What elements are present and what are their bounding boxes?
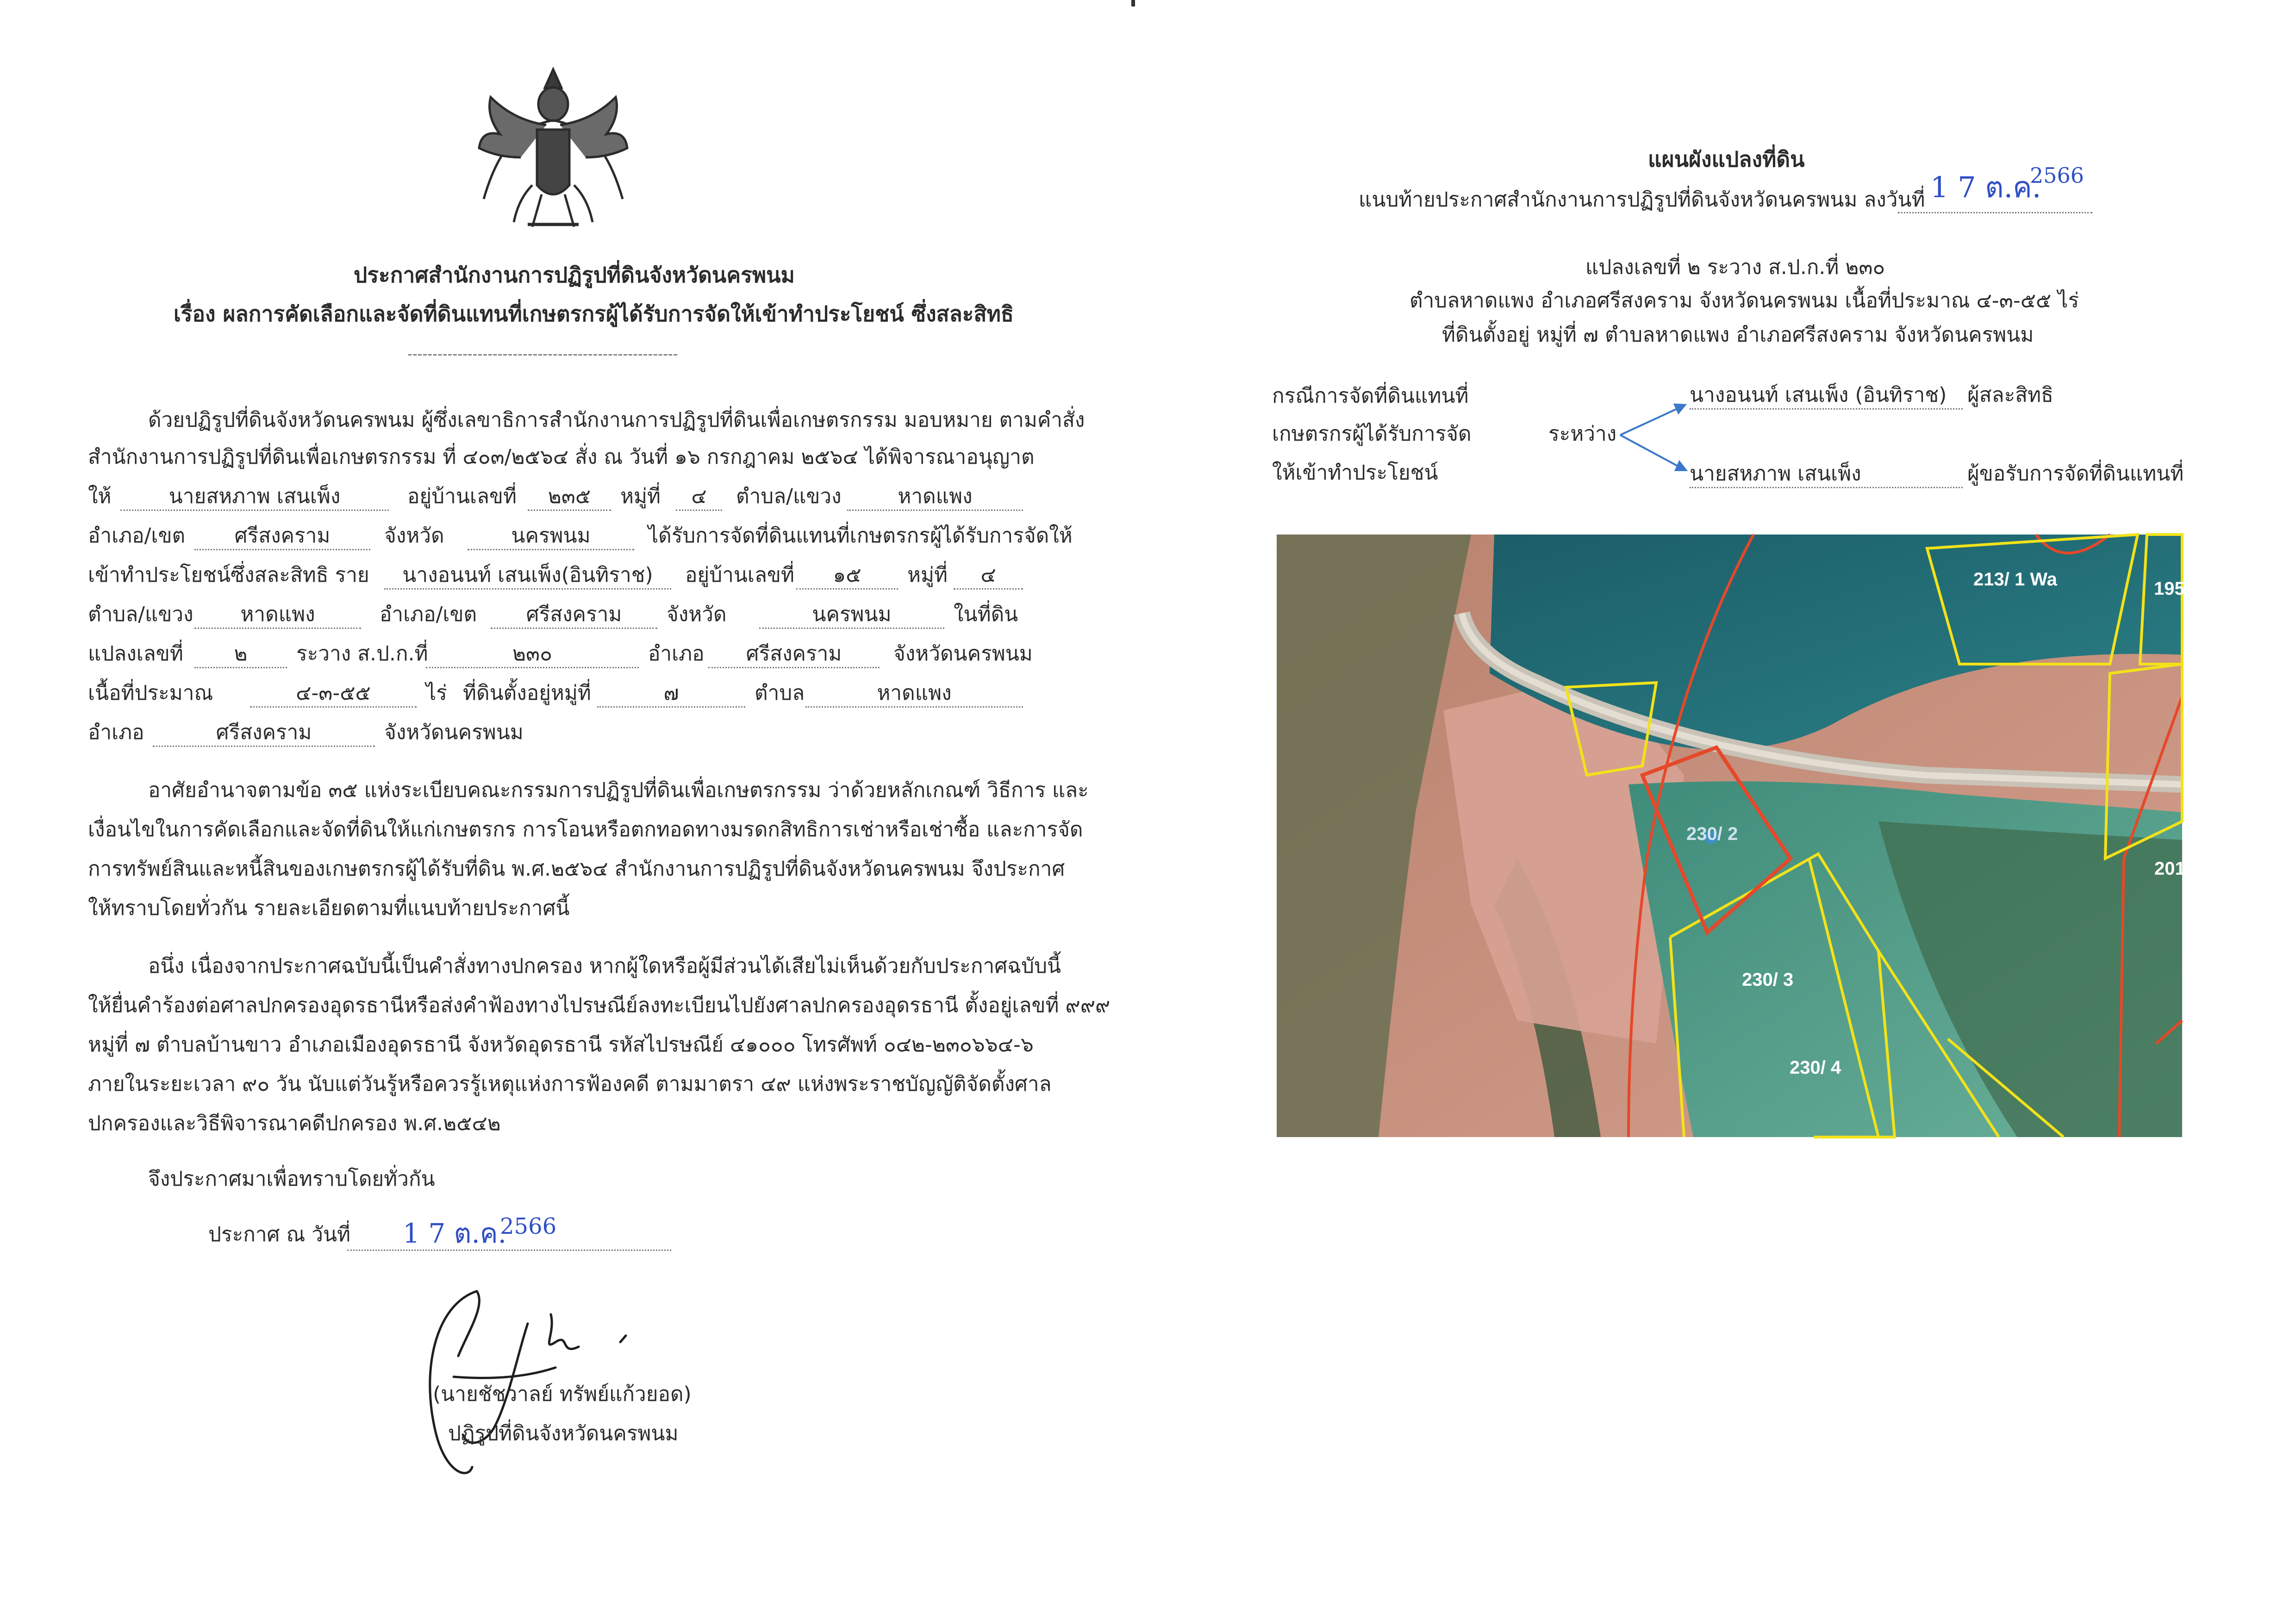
left-title-2: เรื่อง ผลการคัดเลือกและจัดที่ดินแทนที่เกษตรกรผู้ได้รับการจัดให้เข้าทำประโยชน์ ซึ่งสละสิทธิ (174, 301, 1014, 326)
plot-label-195: 195 (2154, 578, 2185, 599)
p1-l7-label-4: จังหวัดนครพนม (893, 642, 1033, 665)
p1-l8-label-1: เนื้อที่ประมาณ (88, 681, 213, 705)
waiver-moo-field: ๔ (954, 562, 1023, 590)
map-date-dotted-line (1898, 212, 2092, 213)
p1-l8-label-4: ตำบล (755, 681, 805, 705)
p1-l3-label-2: อยู่บ้านเลขที่ (407, 485, 517, 508)
p1-l9-label-1: อำเภอ (88, 721, 144, 744)
announce-date-year: 2566 (500, 1213, 557, 1239)
plot-label-230-3: 230/ 3 (1742, 970, 1794, 990)
between-label: ระหว่าง (1548, 422, 1617, 446)
signer-name: (นายชัชวาลย์ ทรัพย์แก้วยอด) (433, 1382, 692, 1406)
party-1-name: นางอนนท์ เสนเพ็ง (อินทิราช) (1690, 382, 1963, 410)
applicant-tambon-field: หาดแพง (847, 484, 1023, 511)
plot-amphoe-field: ศรีสงคราม (708, 641, 880, 668)
announce-line: จึงประกาศมาเพื่อทราบโดยทั่วกัน (148, 1167, 435, 1191)
map-line-2: ตำบลหาดแพง อำเภอศรีสงคราม จังหวัดนครพนม เนื้อที่ประมาณ ๔-๓-๕๕ ไร่ (1410, 289, 2079, 312)
p1-l8-label-3: ที่ดินตั้งอยู่หมู่ที่ (463, 681, 591, 705)
p1-l3-label-4: ตำบล/แขวง (736, 485, 842, 508)
p3-line-5: ปกครองและวิธีพิจารณาคดีปกครอง พ.ศ.๒๕๔๒ (88, 1112, 501, 1135)
case-line-3: ให้เข้าทำประโยชน์ (1272, 461, 1438, 485)
title-divider: ------------------------------------------------------ (407, 346, 678, 362)
p2-line-3: การทรัพย์สินและหนี้สินของเกษตรกรผู้ได้รับที่ดิน พ.ศ.๒๕๖๔ สำนักงานการปฏิรูปที่ดินจังหวัดนครพนม จึงประกาศ (88, 857, 1065, 881)
p3-line-3: หมู่ที่ ๗ ตำบลบ้านขาว อำเภอเมืองอุดรธานี จังหวัดอุดรธานี รหัสไปรษณีย์ ๔๑๐๐๐ โทรศัพท์ ๐๔๒-๒๓๐๖๖๔-๖ (88, 1033, 1034, 1057)
p1-l6-label-4: ในที่ดิน (954, 603, 1018, 626)
waiver-amphoe-field: ศรีสงคราม (491, 602, 657, 629)
p2-line-2: เงื่อนไขในการคัดเลือกและจัดที่ดินให้แก่เกษตรกร การโอนหรือตกทอดทางมรดกสิทธิการเช่าหรือเช่าซื้อ และการจัด (88, 818, 1083, 841)
land-moo-field: ๗ (597, 680, 745, 708)
land-tambon-field: หาดแพง (805, 680, 1023, 708)
applicant-province-field: นครพนม (468, 523, 634, 550)
plot-label-213-1: 213/ 1 Wa (1973, 569, 2057, 590)
waiver-tambon-field: หาดแพง (194, 602, 361, 629)
sheet-number-field: ๒๓๐ (426, 641, 639, 668)
p1-l7-label-1: แปลงเลขที่ (88, 642, 183, 665)
p1-l6-label-1: ตำบล/แขวง (88, 603, 193, 626)
party-2-role: ผู้ขอรับการจัดที่ดินแทนที่ (1967, 462, 2184, 485)
announce-date-handwritten: 1 7 ต.ค. (403, 1218, 507, 1249)
map-subtitle: แนบท้ายประกาศสำนักงานการปฏิรูปที่ดินจังหวัดนครพนม ลงวันที่ (1359, 188, 1925, 211)
party-1-role: ผู้สละสิทธิ (1967, 383, 2053, 407)
plot-label-201: 201 (2154, 858, 2185, 879)
applicant-amphoe-field: ศรีสงคราม (194, 523, 370, 550)
p1-l3-label-3: หมู่ที่ (620, 485, 661, 508)
map-date-handwritten: 1 7 ต.ค. (1930, 170, 2041, 204)
case-line-2: เกษตรกรผู้ได้รับการจัด (1272, 422, 1472, 446)
p1-l6-label-3: จังหวัด (667, 603, 727, 626)
left-title-1: ประกาศสำนักงานการปฏิรูปที่ดินจังหวัดนครพนม (354, 262, 795, 287)
garuda-emblem (477, 60, 630, 236)
p1-l3-label-1: ให้ (88, 485, 112, 508)
map-line-3: ที่ดินตั้งอยู่ หมู่ที่ ๗ ตำบลหาดแพง อำเภอศรีสงคราม จังหวัดนครพนม (1442, 323, 2034, 347)
plot-number-field: ๒ (194, 641, 287, 668)
p1-line-2: สำนักงานการปฏิรูปที่ดินเพื่อเกษตรกรรม ที่ ๔๐๓/๒๕๖๔ สั่ง ณ วันที่ ๑๖ กรกฎาคม ๒๕๖๔ ได้พิจารณาอนุญาต (88, 445, 1035, 469)
p3-line-2: ให้ยื่นคำร้องต่อศาลปกครองอุดรธานีหรือส่งคำฟ้องทางไปรษณีย์ลงทะเบียนไปยังศาลปกครองอุดรธานี ตั้งอยู่เลขที่ ๙๙๙ (88, 994, 1111, 1017)
p1-l5-label-1: เข้าทำประโยชน์ซึ่งสละสิทธิ ราย (88, 563, 369, 587)
p1-line-1: ด้วยปฏิรูปที่ดินจังหวัดนครพนม ผู้ซึ่งเลขาธิการสำนักงานการปฏิรูปที่ดินเพื่อเกษตรกรรม มอบหมาย ตามคำสั่ง (148, 408, 1085, 432)
aerial-map (1277, 535, 2185, 1137)
map-title: แผนผังแปลงที่ดิน (1648, 147, 1805, 172)
between-arrows (1616, 398, 1690, 477)
p1-l4-label-1: อำเภอ/เขต (88, 524, 186, 547)
p3-line-1: อนึ่ง เนื่องจากประกาศฉบับนี้เป็นคำสั่งทางปกครอง หากผู้ใดหรือผู้มีส่วนได้เสียไม่เห็นด้วยกับประกาศฉบับนี้ (148, 954, 1061, 978)
signer-title: ปฏิรูปที่ดินจังหวัดนครพนม (448, 1422, 679, 1445)
area-field: ๔-๓-๕๕ (250, 680, 417, 708)
date-dotted-line (347, 1250, 671, 1251)
scan-edge-mark (1131, 0, 1135, 6)
p1-l7-label-3: อำเภอ (648, 642, 705, 665)
p1-l5-label-3: หมู่ที่ (907, 563, 948, 587)
p1-l9-label-2: จังหวัดนครพนม (384, 721, 524, 744)
waiver-name-field: นางอนนท์ เสนเพ็ง(อินทิราช) (384, 562, 671, 590)
p1-l7-label-2: ระวาง ส.ป.ก.ที่ (296, 642, 428, 665)
waiver-house-no-field: ๑๕ (796, 562, 898, 590)
applicant-house-no-field: ๒๓๕ (528, 484, 611, 511)
p1-l4-label-2: จังหวัด (384, 524, 444, 547)
case-line-1: กรณีการจัดที่ดินแทนที่ (1272, 384, 1469, 408)
p3-line-4: ภายในระยะเวลา ๙๐ วัน นับแต่วันรู้หรือควรรู้เหตุแห่งการฟ้องคดี ตามมาตรา ๔๙ แห่งพระราชบัญญัติจัดตั้งศาล (88, 1072, 1052, 1096)
p1-l5-label-2: อยู่บ้านเลขที่ (685, 563, 795, 587)
map-date-year: 2566 (2030, 163, 2084, 188)
date-label: ประกาศ ณ วันที่ (208, 1223, 351, 1246)
p1-l4-text: ได้รับการจัดที่ดินแทนที่เกษตรกรผู้ได้รับการจัดให้ (648, 524, 1073, 547)
p1-l8-label-2: ไร่ (426, 681, 447, 705)
map-line-1: แปลงเลขที่ ๒ ระวาง ส.ป.ก.ที่ ๒๓๐ (1585, 255, 1885, 279)
p2-line-1: อาศัยอำนาจตามข้อ ๓๕ แห่งระเบียบคณะกรรมการปฏิรูปที่ดินเพื่อเกษตรกรรม ว่าด้วยหลักเกณฑ์ วิธีการ และ (148, 778, 1089, 802)
plot-label-230-4: 230/ 4 (1790, 1057, 1841, 1078)
party-2-name: นายสหภาพ เสนเพ็ง (1690, 461, 1963, 488)
land-amphoe-field: ศรีสงคราม (153, 720, 375, 747)
p1-l6-label-2: อำเภอ/เขต (380, 603, 477, 626)
applicant-moo-field: ๔ (676, 484, 722, 511)
applicant-name-field: นายสหภาพ เสนเพ็ง (120, 484, 389, 511)
p2-line-4: ให้ทราบโดยทั่วกัน รายละเอียดตามที่แนบท้ายประกาศนี้ (88, 896, 570, 920)
plot-label-230-2: 230/ 2 (1686, 824, 1738, 844)
waiver-province-field: นครพนม (759, 602, 944, 629)
